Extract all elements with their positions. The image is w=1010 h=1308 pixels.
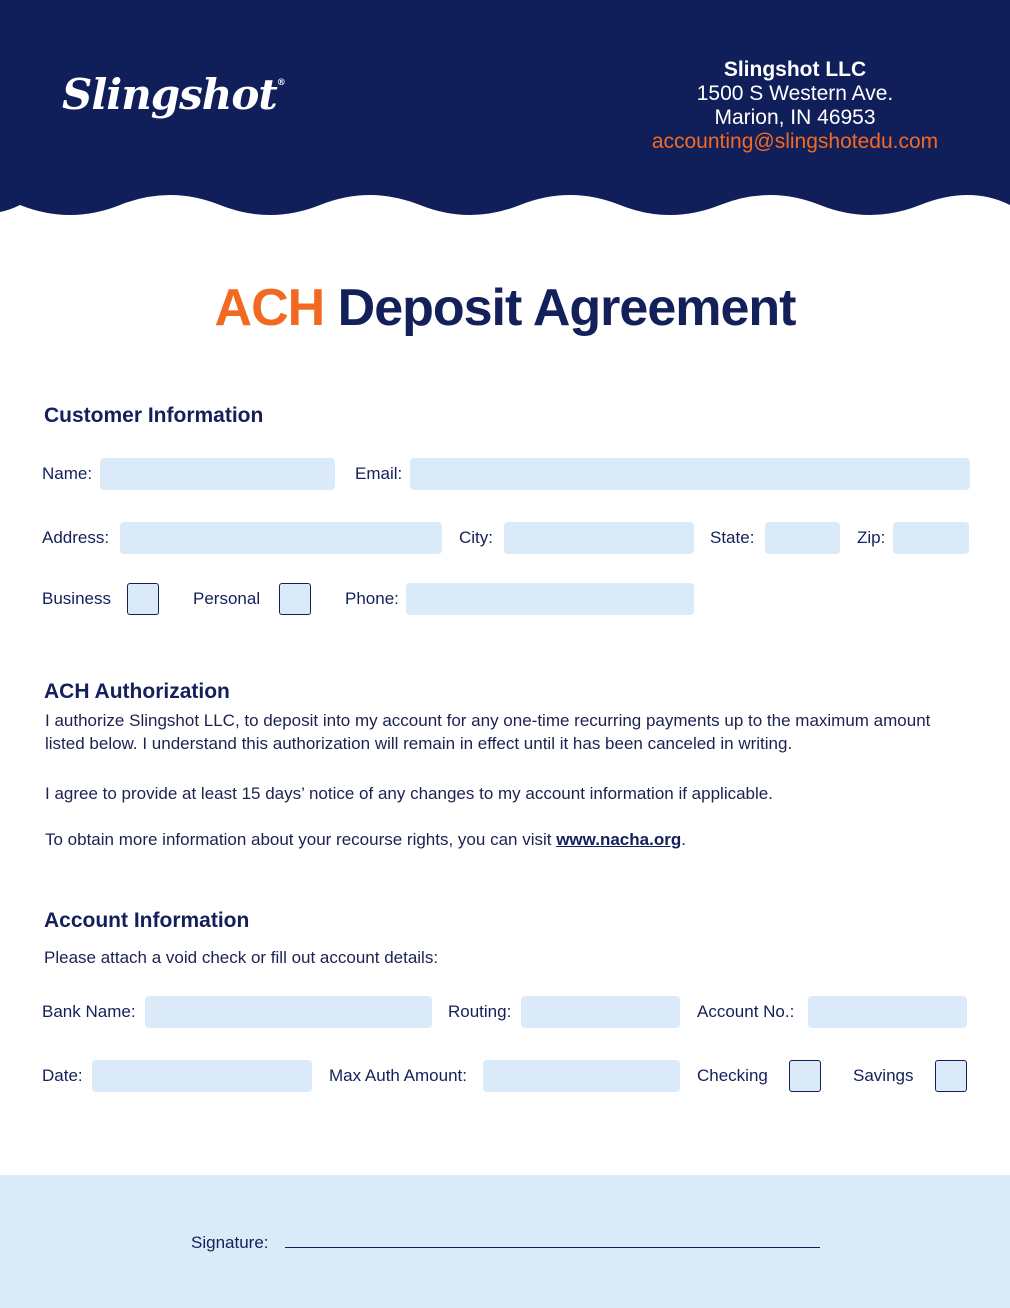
business-label: Business	[42, 589, 111, 608]
state-input[interactable]	[765, 522, 840, 554]
account-no-label: Account No.:	[697, 1002, 795, 1021]
company-address-line2: Marion, IN 46953	[714, 106, 876, 129]
nacha-link[interactable]: www.nacha.org	[556, 830, 682, 849]
bank-name-label: Bank Name:	[42, 1002, 136, 1021]
savings-checkbox[interactable]	[935, 1060, 967, 1092]
company-name: Slingshot LLC	[723, 58, 867, 81]
signature-footer	[0, 1175, 1010, 1308]
account-info-heading: Account Information	[44, 909, 250, 932]
signature-line[interactable]	[285, 1247, 820, 1248]
zip-input[interactable]	[893, 522, 969, 554]
checking-label: Checking	[697, 1066, 768, 1085]
state-label: State:	[710, 528, 755, 547]
title-rest: Deposit Agreement	[337, 279, 796, 337]
business-checkbox[interactable]	[127, 583, 159, 615]
logo-text: Slingshot	[62, 70, 277, 119]
routing-input[interactable]	[521, 996, 680, 1028]
address-label: Address:	[42, 528, 110, 547]
company-address-line1: 1500 S Western Ave.	[696, 82, 894, 105]
recourse-text: To obtain more information about your recourse rights, you can visit	[45, 830, 557, 849]
bank-name-input[interactable]	[145, 996, 432, 1028]
page-title	[0, 278, 1010, 338]
email-label: Email:	[355, 464, 403, 483]
routing-label: Routing:	[448, 1002, 512, 1021]
title-accent: ACH	[214, 279, 325, 337]
header-banner	[0, 0, 1010, 230]
personal-label: Personal	[193, 589, 261, 608]
zip-label: Zip:	[857, 528, 886, 547]
phone-label: Phone:	[345, 589, 399, 608]
customer-info-heading: Customer Information	[44, 404, 264, 427]
email-input[interactable]	[410, 458, 970, 490]
recourse-period: .	[681, 830, 686, 849]
ach-authorization-heading: ACH Authorization	[44, 680, 230, 703]
name-input[interactable]	[100, 458, 335, 490]
recourse-paragraph	[45, 828, 965, 851]
max-auth-amount-input[interactable]	[483, 1060, 680, 1092]
notice-paragraph: I agree to provide at least 15 days’ notice of any changes to my account information if applicable.	[45, 784, 773, 803]
city-label: City:	[459, 528, 493, 547]
authorization-paragraph: I authorize Slingshot LLC, to deposit into my account for any one-time recurring payments up to the maximum amount listed below. I understand this authorization will remain in effect until it has been canceled in writing.	[45, 711, 931, 753]
account-instructions: Please attach a void check or fill out account details:	[44, 948, 439, 967]
slingshot-logo	[62, 70, 285, 119]
account-no-input[interactable]	[808, 996, 967, 1028]
company-info	[600, 58, 990, 154]
signature-label: Signature:	[191, 1233, 269, 1252]
date-input[interactable]	[92, 1060, 312, 1092]
max-auth-amount-label: Max Auth Amount:	[329, 1066, 467, 1085]
date-label: Date:	[42, 1066, 83, 1085]
phone-input[interactable]	[406, 583, 694, 615]
registered-mark: ®	[276, 78, 285, 88]
address-input[interactable]	[120, 522, 442, 554]
name-label: Name:	[42, 464, 93, 483]
company-email[interactable]: accounting@slingshotedu.com	[651, 130, 939, 153]
city-input[interactable]	[504, 522, 694, 554]
checking-checkbox[interactable]	[789, 1060, 821, 1092]
personal-checkbox[interactable]	[279, 583, 311, 615]
savings-label: Savings	[853, 1066, 914, 1085]
